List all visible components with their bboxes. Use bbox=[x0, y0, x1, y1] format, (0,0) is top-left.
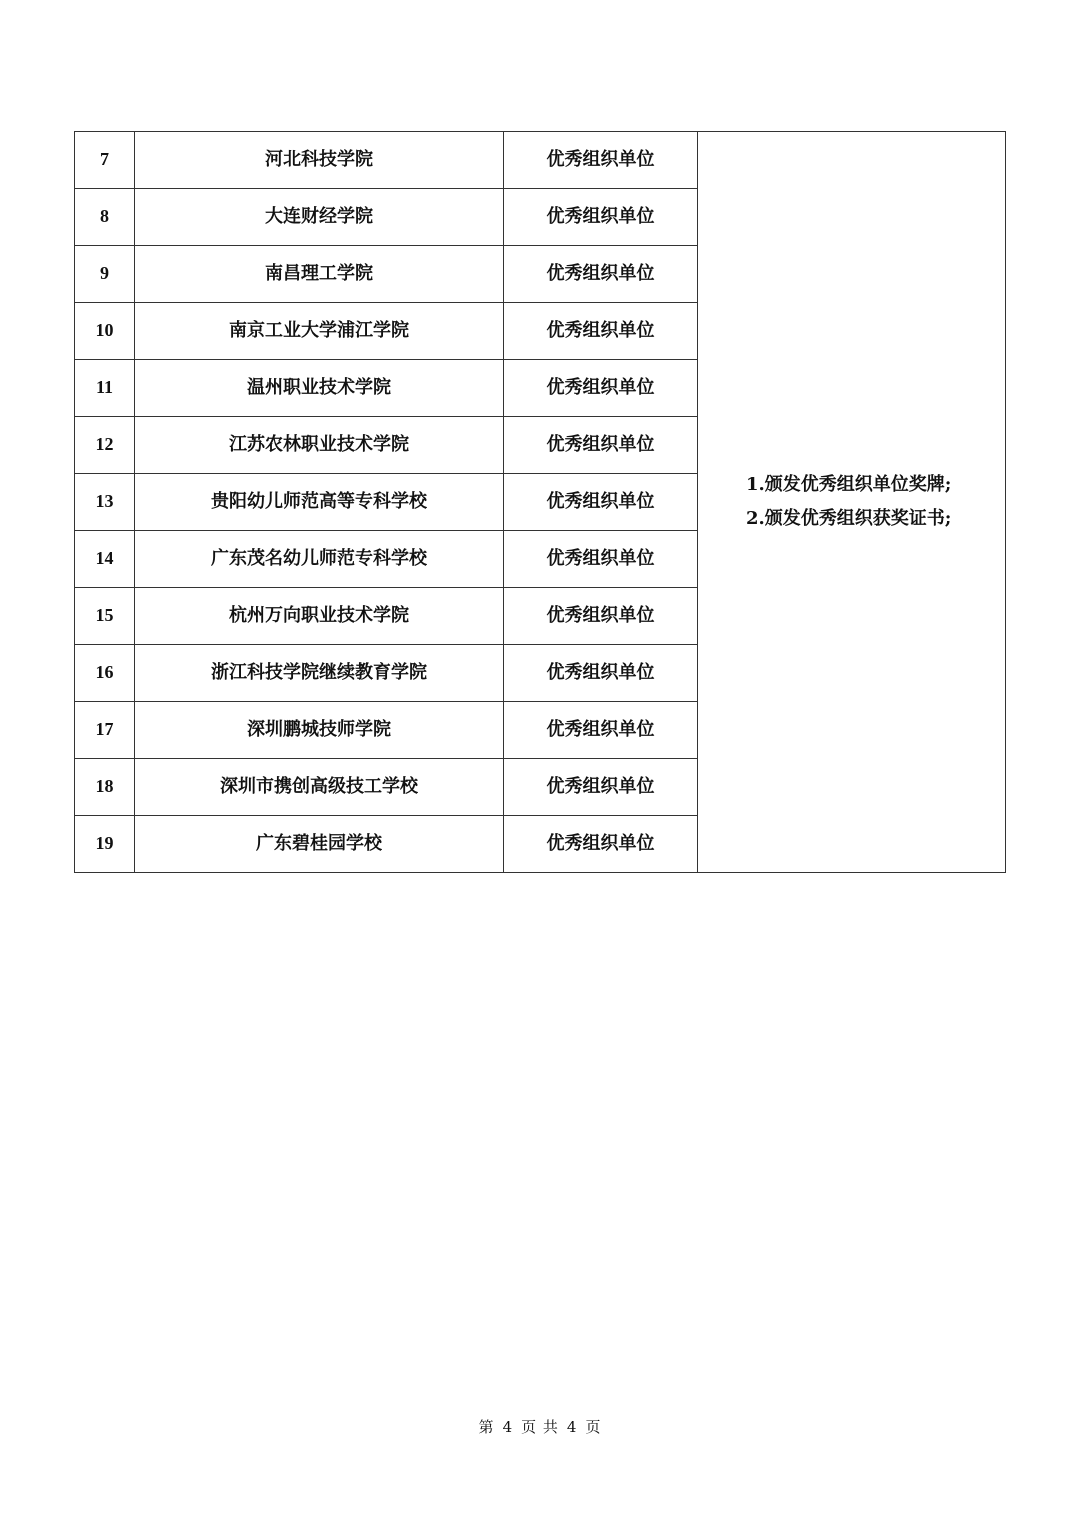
row-number: 9 bbox=[75, 246, 135, 303]
institution-name: 贵阳幼儿师范高等专科学校 bbox=[135, 474, 504, 531]
award-type: 优秀组织单位 bbox=[504, 417, 698, 474]
row-number: 8 bbox=[75, 189, 135, 246]
footer-prefix: 第 bbox=[478, 1418, 495, 1436]
award-type: 优秀组织单位 bbox=[504, 132, 698, 189]
reward-description bbox=[698, 132, 1006, 873]
row-number: 12 bbox=[75, 417, 135, 474]
award-table bbox=[74, 131, 1006, 873]
award-type: 优秀组织单位 bbox=[504, 645, 698, 702]
award-type: 优秀组织单位 bbox=[504, 360, 698, 417]
row-number: 17 bbox=[75, 702, 135, 759]
row-number: 16 bbox=[75, 645, 135, 702]
row-number: 13 bbox=[75, 474, 135, 531]
institution-name: 南昌理工学院 bbox=[135, 246, 504, 303]
award-type: 优秀组织单位 bbox=[504, 189, 698, 246]
table-row bbox=[75, 132, 1006, 189]
institution-name: 浙江科技学院继续教育学院 bbox=[135, 645, 504, 702]
footer-page-number: 4 bbox=[502, 1418, 514, 1436]
row-number: 19 bbox=[75, 816, 135, 873]
award-type: 优秀组织单位 bbox=[504, 303, 698, 360]
institution-name: 南京工业大学浦江学院 bbox=[135, 303, 504, 360]
award-type: 优秀组织单位 bbox=[504, 588, 698, 645]
award-type: 优秀组织单位 bbox=[504, 816, 698, 873]
page-footer bbox=[0, 1416, 1080, 1437]
institution-name: 河北科技学院 bbox=[135, 132, 504, 189]
row-number: 10 bbox=[75, 303, 135, 360]
row-number: 15 bbox=[75, 588, 135, 645]
reward-line-1: 1.颁发优秀组织单位奖牌; bbox=[746, 474, 952, 496]
institution-name: 江苏农林职业技术学院 bbox=[135, 417, 504, 474]
institution-name: 大连财经学院 bbox=[135, 189, 504, 246]
institution-name: 广东茂名幼儿师范专科学校 bbox=[135, 531, 504, 588]
award-type: 优秀组织单位 bbox=[504, 474, 698, 531]
institution-name: 深圳鹏城技师学院 bbox=[135, 702, 504, 759]
institution-name: 杭州万向职业技术学院 bbox=[135, 588, 504, 645]
award-type: 优秀组织单位 bbox=[504, 246, 698, 303]
footer-total-pages: 4 bbox=[566, 1418, 578, 1436]
footer-middle: 页 共 bbox=[521, 1418, 559, 1436]
award-type: 优秀组织单位 bbox=[504, 759, 698, 816]
row-number: 7 bbox=[75, 132, 135, 189]
institution-name: 广东碧桂园学校 bbox=[135, 816, 504, 873]
award-type: 优秀组织单位 bbox=[504, 531, 698, 588]
reward-line-2: 2.颁发优秀组织获奖证书; bbox=[746, 508, 952, 529]
row-number: 14 bbox=[75, 531, 135, 588]
footer-suffix: 页 bbox=[585, 1418, 602, 1436]
institution-name: 深圳市携创高级技工学校 bbox=[135, 759, 504, 816]
award-type: 优秀组织单位 bbox=[504, 702, 698, 759]
row-number: 18 bbox=[75, 759, 135, 816]
institution-name: 温州职业技术学院 bbox=[135, 360, 504, 417]
row-number: 11 bbox=[75, 360, 135, 417]
